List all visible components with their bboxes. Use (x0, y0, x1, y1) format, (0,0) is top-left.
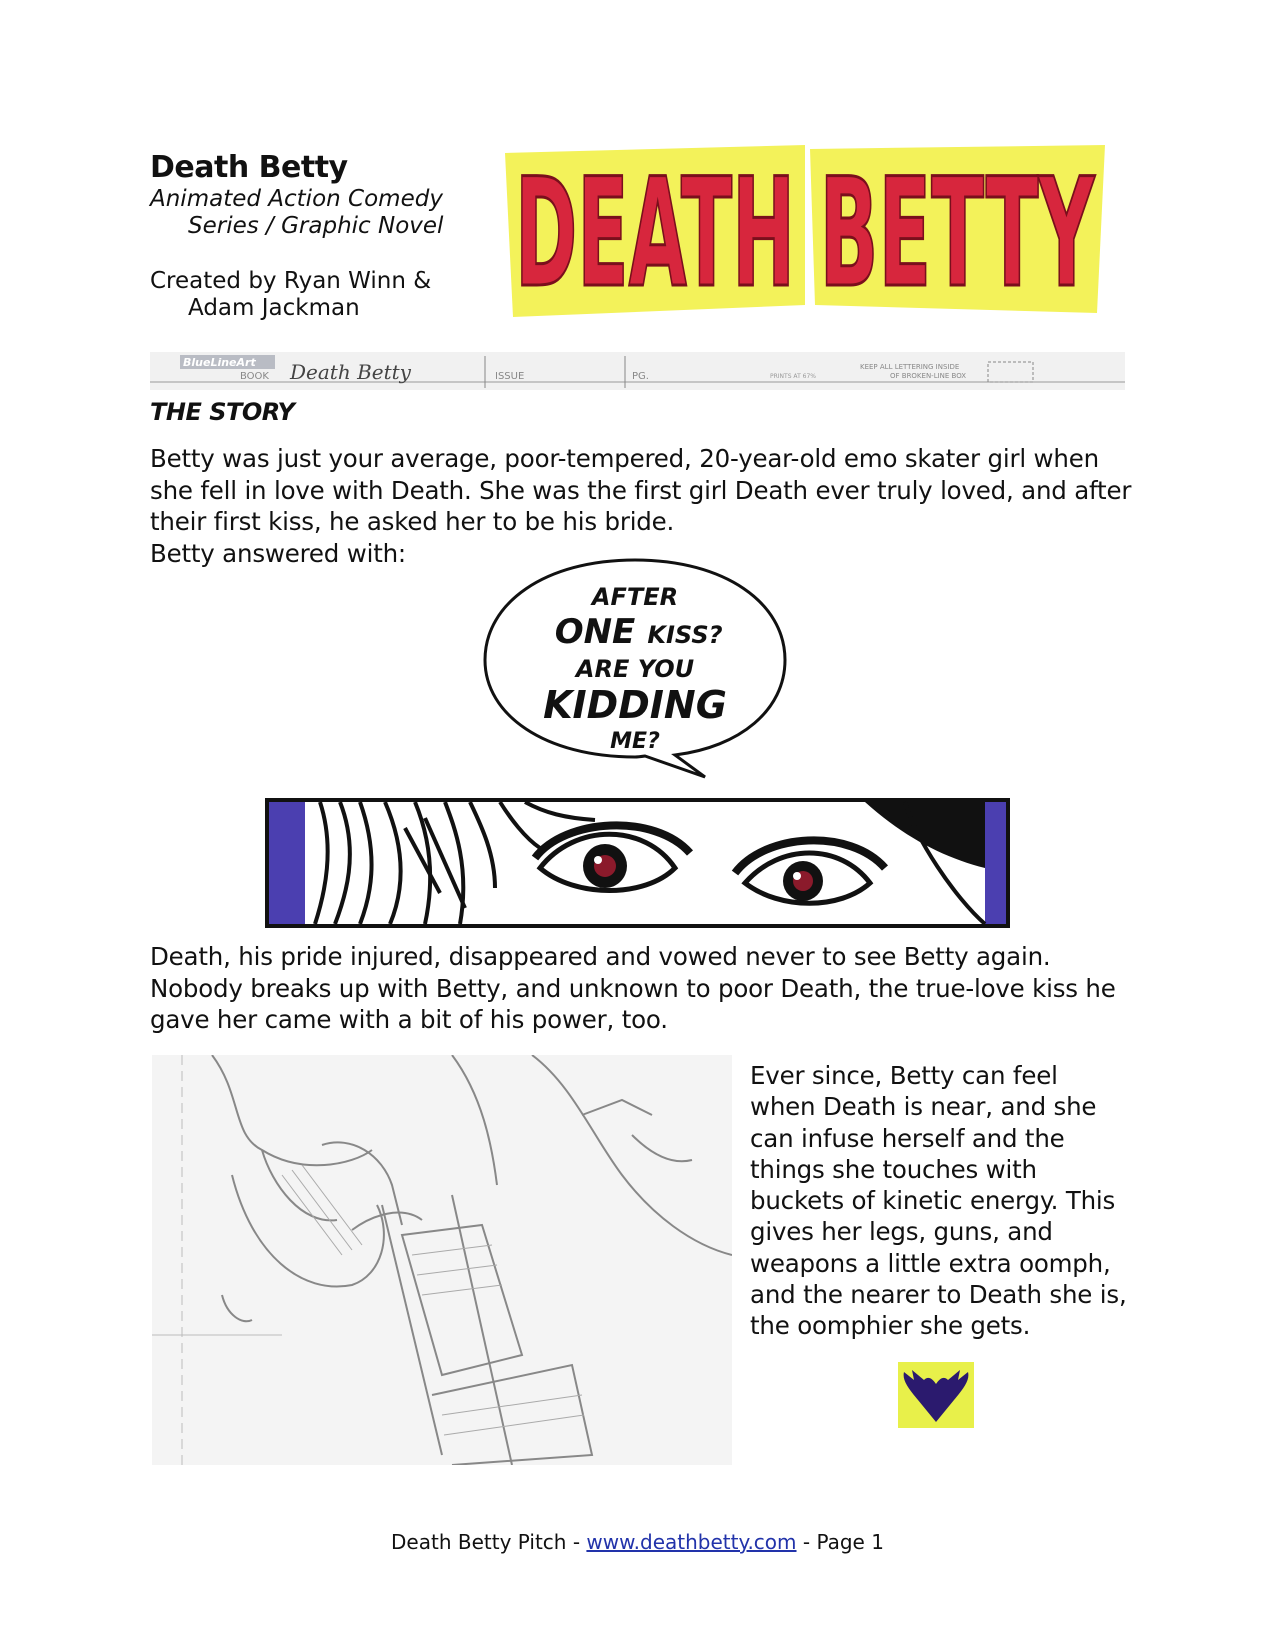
subtitle-line: Series / Graphic Novel (188, 213, 444, 239)
paragraph-line: Nobody breaks up with Betty, and unknown to poor Death, the true-love kiss he (150, 973, 1116, 1003)
paragraph-line: gave her came with a bit of his power, too. (150, 1005, 668, 1034)
document-subtitle (150, 186, 443, 240)
story-paragraph (150, 443, 1135, 569)
bubble-line: KIDDING (543, 683, 727, 727)
paragraph-line: Ever since, Betty can feel (750, 1061, 1058, 1090)
paragraph-line: weapons a little extra oomph, (750, 1248, 1111, 1278)
bubble-line: ONE (554, 612, 636, 652)
credits-line: Adam Jackman (188, 295, 360, 321)
strip-book-label: BOOK (240, 371, 269, 382)
paragraph-line: Death, his pride injured, disappeared and vowed never to see Betty again. (150, 942, 1051, 971)
paragraph-line: she fell in love with Death. She was the first girl Death ever truly loved, and after (150, 475, 1132, 505)
document-credits (150, 268, 431, 322)
strip-page-label: PG. (632, 371, 649, 382)
footer-prefix: Death Betty Pitch - (391, 1530, 587, 1554)
strip-note: OF BROKEN-LINE BOX (890, 372, 967, 380)
bubble-line: ME? (610, 729, 660, 754)
bubble-line: ARE YOU (575, 655, 695, 683)
logo-word-death: DEATH (515, 147, 795, 320)
death-betty-logo (505, 145, 1105, 320)
paragraph-line: gives her legs, guns, and (750, 1217, 1053, 1247)
art-board-strip (150, 352, 1125, 390)
story-paragraph (750, 1060, 1127, 1342)
strip-issue-label: ISSUE (495, 371, 525, 382)
speech-bubble (470, 555, 800, 780)
page-footer (0, 1530, 1275, 1554)
paragraph-line: Betty answered with: (150, 538, 406, 568)
bubble-line: AFTER (591, 583, 679, 611)
document-title: Death Betty (150, 150, 348, 185)
paragraph-line: their first kiss, he asked her to be his bride. (150, 507, 675, 536)
bubble-line: KISS? (647, 621, 723, 649)
footer-suffix: - Page 1 (796, 1530, 884, 1554)
paragraph-line: things she touches with (750, 1154, 1037, 1184)
website-link[interactable]: www.deathbetty.com (586, 1530, 797, 1554)
story-paragraph (150, 941, 1135, 1036)
credits-line: Created by Ryan Winn & (150, 268, 432, 294)
winged-heart-icon (898, 1362, 974, 1428)
paragraph-line: Betty was just your average, poor-tempered, 20-year-old emo skater girl when (150, 444, 1099, 473)
paragraph-line: and the nearer to Death she is, (750, 1280, 1127, 1310)
section-heading: THE STORY (150, 398, 295, 426)
strip-prints-note: PRINTS AT 67% (770, 373, 816, 380)
paragraph-line: buckets of kinetic energy. This (750, 1186, 1116, 1216)
betty-eyes-panel (265, 798, 1010, 928)
logo-word-betty: BETTY (819, 147, 1096, 320)
paragraph-line: when Death is near, and she (750, 1092, 1097, 1122)
pencil-sketch-image (152, 1055, 732, 1465)
strip-note: KEEP ALL LETTERING INSIDE (860, 363, 960, 371)
paragraph-line: the oomphier she gets. (750, 1311, 1031, 1341)
paragraph-line: can infuse herself and the (750, 1123, 1065, 1153)
subtitle-line: Animated Action Comedy (150, 186, 443, 212)
strip-book-value: Death Betty (290, 360, 411, 384)
strip-brand: BlueLineArt (183, 356, 256, 369)
